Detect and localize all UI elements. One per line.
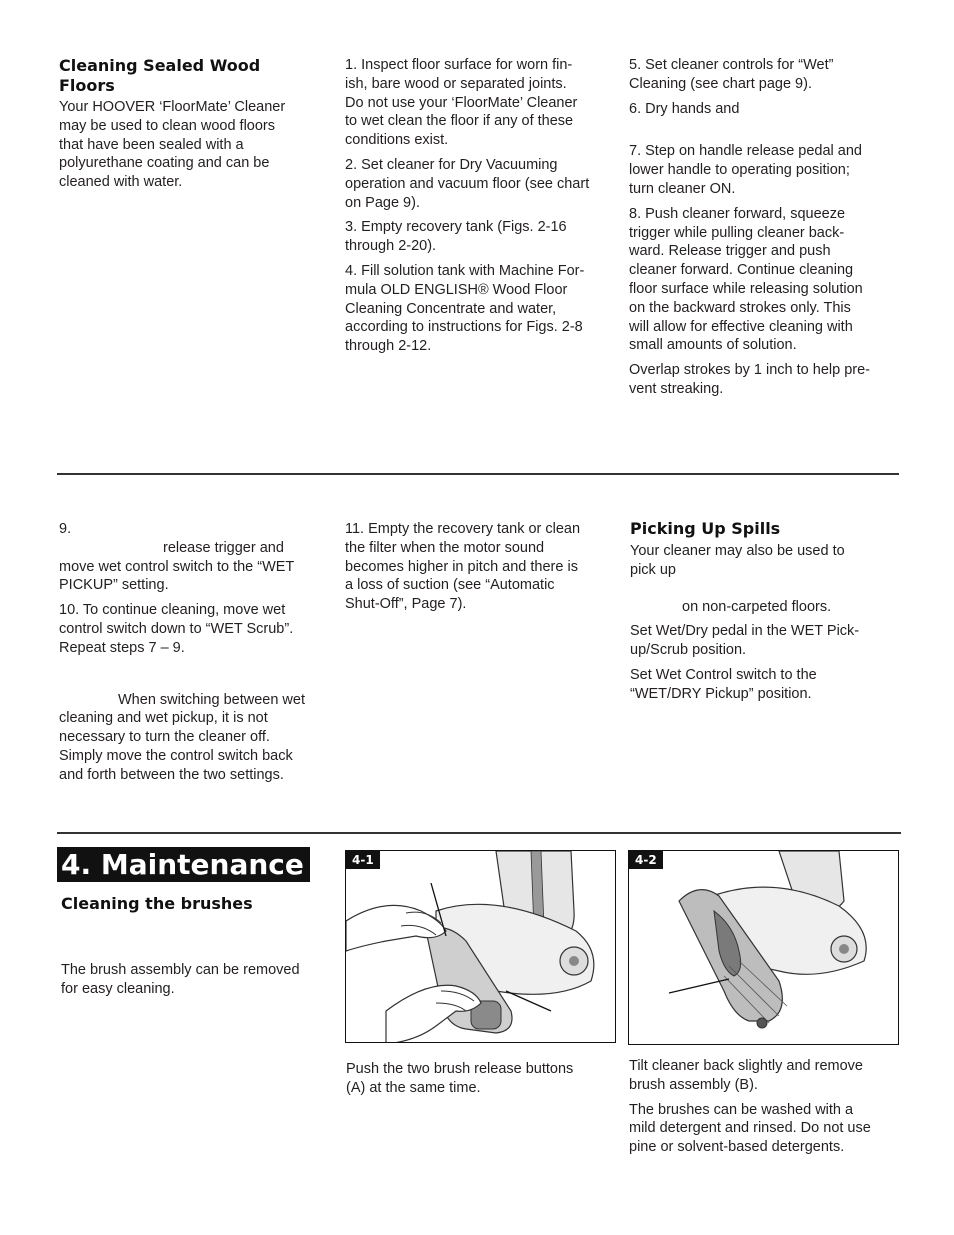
step-8: [629, 205, 904, 355]
brushes-body: [61, 961, 331, 999]
text-line: vent streaking.: [629, 380, 724, 397]
text-line: move wet control switch to the “WET: [59, 558, 295, 575]
text-line: ward. Release trigger and push: [629, 243, 831, 260]
figure-4-2: [628, 850, 899, 1045]
text-line: up/Scrub position.: [630, 642, 747, 659]
text-line: Simply move the control switch back: [59, 747, 293, 764]
text-line: cleaned with water.: [59, 174, 183, 191]
step-9: [59, 520, 329, 595]
switch-note: [59, 691, 329, 785]
text-line: The brushes can be washed with a: [629, 1101, 854, 1118]
mid-column-1: [59, 520, 329, 791]
text-line: floor surface while releasing solution: [629, 280, 863, 297]
text-line: 8. Push cleaner forward, squeeze: [629, 205, 846, 222]
text-line: 5. Set cleaner controls for “Wet”: [629, 57, 834, 73]
text-line: will allow for effective cleaning with: [629, 318, 853, 335]
text-line: Your HOOVER ‘FloorMate’ Cleaner: [59, 99, 286, 115]
text-line: the filter when the motor sound: [345, 539, 545, 556]
text-line: Cleaning (see chart page 9).: [629, 75, 812, 92]
text-line: PICKUP” setting.: [59, 577, 169, 594]
text-line: Tilt cleaner back slightly and remove: [629, 1058, 863, 1074]
step-3: [345, 218, 620, 256]
text-line: pine or solvent-based detergents.: [629, 1139, 845, 1156]
text-line: turn cleaner ON.: [629, 180, 736, 197]
figure-label: 4-1: [346, 851, 380, 869]
text-line: through 2-12.: [345, 338, 432, 355]
text-line: on Page 9).: [345, 194, 420, 211]
text-line: small amounts of solution.: [629, 337, 797, 354]
spills-pedal: [630, 622, 905, 660]
text-line: may be used to clean wood floors: [59, 117, 276, 134]
text-line: according to instructions for Figs. 2-8: [345, 319, 583, 336]
spills-column: [630, 519, 905, 710]
text-line: pick up: [630, 561, 676, 578]
text-line: Shut-Off”, Page 7).: [345, 596, 467, 613]
step-7: [629, 142, 904, 198]
text-line: trigger while pulling cleaner back-: [629, 224, 845, 241]
section-divider-2: [57, 832, 901, 834]
text-line: “WET/DRY Pickup” position.: [630, 685, 812, 702]
text-line: 1. Inspect floor surface for worn fin-: [345, 57, 573, 73]
text-line: a loss of suction (see “Automatic: [345, 577, 555, 594]
text-line: 7. Step on handle release pedal and: [629, 143, 862, 160]
spills-intro: [630, 542, 905, 616]
text-line: on non-carpeted floors.: [682, 598, 832, 615]
steps-column-2: [345, 56, 620, 362]
step-4: [345, 262, 620, 356]
overlap-note: [629, 361, 904, 399]
text-line: mild detergent and rinsed. Do not use: [629, 1120, 871, 1137]
text-line: to wet clean the floor if any of these: [345, 113, 574, 130]
text-line: Do not use your ‘FloorMate’ Cleaner: [345, 94, 578, 111]
text-line: lower handle to operating position;: [629, 162, 850, 179]
brushes-heading: Cleaning the brushes: [61, 894, 253, 913]
text-line: 11. Empty the recovery tank or clean: [345, 521, 581, 537]
maintenance-title: 4. Maintenance: [57, 847, 310, 882]
text-line: Set Wet Control switch to the: [630, 666, 817, 683]
text-line: 6. Dry hands and: [629, 100, 740, 117]
wood-floors-heading: Cleaning Sealed Wood Floors: [59, 56, 261, 95]
mid-column-2: [345, 520, 620, 620]
text-line: cleaner forward. Continue cleaning: [629, 262, 854, 279]
text-line: Overlap strokes by 1 inch to help pre-: [629, 362, 870, 379]
text-line: that have been sealed with a: [59, 136, 244, 153]
figure-4-1-caption: [346, 1060, 621, 1098]
steps-column-3: [629, 56, 904, 405]
section-divider-1: [57, 473, 899, 475]
text-line: Cleaning Concentrate and water,: [345, 300, 557, 317]
text-line: conditions exist.: [345, 132, 449, 149]
text-line: for easy cleaning.: [61, 980, 175, 997]
text-line: Push the two brush release buttons: [346, 1061, 574, 1077]
step-5: [629, 56, 904, 94]
text-line: mula OLD ENGLISH® Wood Floor: [345, 281, 568, 298]
text-line: operation and vacuum floor (see chart: [345, 175, 590, 192]
wood-floors-intro: [59, 98, 319, 192]
figure-4-1: [345, 850, 616, 1043]
step-6: [629, 100, 904, 119]
text-line: 3. Empty recovery tank (Figs. 2-16: [345, 219, 567, 236]
spills-switch: [630, 666, 905, 704]
text-line: Your cleaner may also be used to: [630, 543, 845, 559]
text-line: 2. Set cleaner for Dry Vacuuming: [345, 156, 558, 173]
step-2: [345, 156, 620, 212]
caption-remove: [629, 1057, 904, 1095]
text-line: 9.: [59, 521, 72, 537]
text-line: brush assembly (B).: [629, 1076, 758, 1093]
text-line: The brush assembly can be removed: [61, 962, 300, 978]
text-line: Set Wet/Dry pedal in the WET Pick-: [630, 623, 860, 640]
text-line: polyurethane coating and can be: [59, 155, 270, 172]
caption-wash: [629, 1101, 904, 1157]
text-line: necessary to turn the cleaner off.: [59, 729, 270, 746]
text-line: cleaning and wet pickup, it is not: [59, 710, 268, 727]
text-line: on the backward strokes only. This: [629, 299, 851, 316]
text-line: becomes higher in pitch and there is: [345, 558, 578, 575]
step-1: [345, 56, 620, 150]
spills-heading: Picking Up Spills: [630, 519, 781, 538]
text-line: Repeat steps 7 – 9.: [59, 639, 185, 656]
text-line: and forth between the two settings.: [59, 766, 284, 783]
maintenance-column: [61, 894, 331, 1005]
brush-release-illustration: [346, 851, 616, 1043]
brush-removal-illustration: [629, 851, 899, 1045]
text-line: 4. Fill solution tank with Machine For-: [345, 262, 585, 279]
figure-4-2-caption: [629, 1057, 904, 1163]
text-line: When switching between wet: [118, 691, 305, 708]
text-line: release trigger and: [163, 539, 284, 556]
wood-floors-column: [59, 56, 319, 192]
text-line: ish, bare wood or separated joints.: [345, 75, 567, 92]
text-line: through 2-20).: [345, 238, 437, 255]
figure-label: 4-2: [629, 851, 663, 869]
text-line: 10. To continue cleaning, move wet: [59, 602, 286, 619]
text-line: (A) at the same time.: [346, 1079, 481, 1096]
text-line: control switch down to “WET Scrub”.: [59, 620, 294, 637]
step-11: [345, 520, 620, 614]
step-10: [59, 601, 329, 657]
